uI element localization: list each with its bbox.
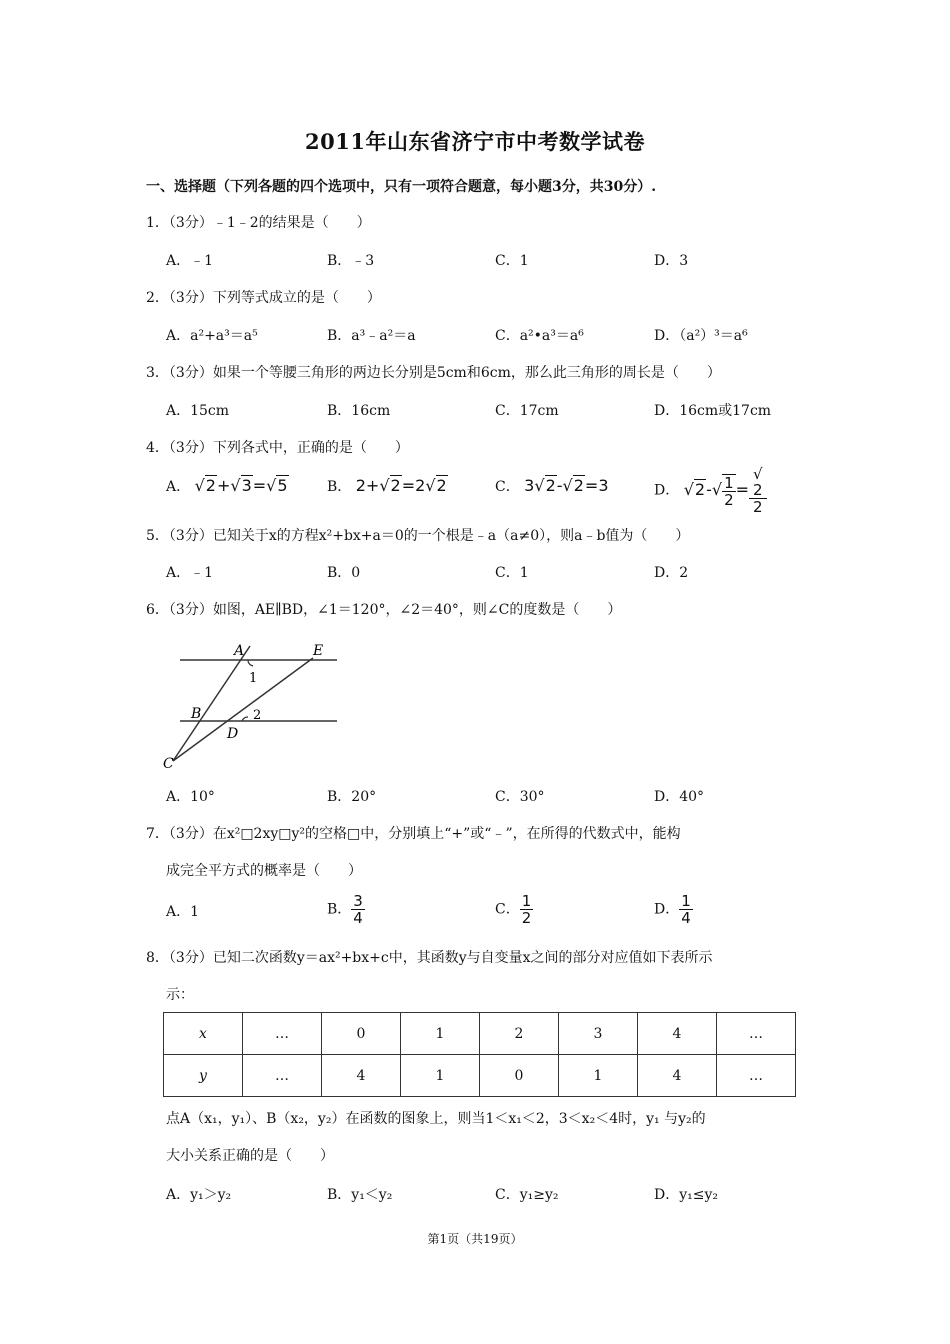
q4-option-b <box>327 476 448 496</box>
question-7-stem: 7．（3分）在x²□2xy□y²的空格□中，分别填上“+”或“﹣”，在所得的代数式中，能构 <box>146 826 681 842</box>
table-cell: 1 <box>559 1055 638 1097</box>
table-cell: 4 <box>638 1055 717 1097</box>
q6-option-b: B．20° <box>327 789 377 805</box>
radicand: 2 <box>753 481 763 499</box>
q7-option-d <box>654 893 693 926</box>
operator: - <box>706 479 712 499</box>
q6-option-a: A．10° <box>166 789 215 805</box>
question-5-stem: 5．（3分）已知关于x的方程x²+bx+a＝0的一个根是﹣a（a≠0），则a﹣b值为（ ） <box>146 528 690 544</box>
q2-option-a: A．a²+a³＝a⁵ <box>166 328 258 344</box>
radicand: 2 <box>573 476 584 495</box>
fraction <box>722 474 736 508</box>
q4-c-label: C． <box>495 479 520 495</box>
fraction <box>351 893 365 926</box>
question-7-stem-cont: 成完全平方式的概率是（ ） <box>166 863 362 879</box>
numerator: 1 <box>521 892 532 910</box>
q3-option-d: D．16cm或17cm <box>654 403 772 419</box>
table-cell: x <box>164 1013 243 1055</box>
label-d: D <box>227 726 239 742</box>
table-cell: … <box>717 1055 796 1097</box>
sqrt-symbol: √2 <box>534 476 556 495</box>
radicand: 2 <box>436 476 447 495</box>
question-1-stem: 1．（3分）﹣1﹣2的结果是（ ） <box>146 215 371 231</box>
operator: + <box>216 476 231 495</box>
question-6-stem: 6．（3分）如图，AE∥BD，∠1＝120°，∠2＝40°，则∠C的度数是（ ） <box>146 602 622 618</box>
q7-c-label: C． <box>495 901 520 918</box>
table-cell: … <box>243 1013 322 1055</box>
term: =2 <box>401 476 426 495</box>
q5-option-b: B．0 <box>327 565 361 581</box>
radicand: 2 <box>694 479 706 499</box>
q7-option-a: A．1 <box>166 904 200 920</box>
question-8-condition-cont: 大小关系正确的是（ ） <box>166 1148 334 1164</box>
q7-d-label: D． <box>654 901 680 918</box>
label-c: C <box>163 756 174 772</box>
q5-option-a: A．﹣1 <box>166 565 214 581</box>
denominator: 2 <box>753 498 763 516</box>
label-angle-2: 2 <box>253 708 262 723</box>
denominator: 4 <box>681 909 691 927</box>
table-cell: 1 <box>401 1055 480 1097</box>
question-2-stem: 2．（3分）下列等式成立的是（ ） <box>146 290 381 306</box>
term: 2+ <box>355 476 380 495</box>
sqrt-symbol: √2 <box>562 476 584 495</box>
numerator: 3 <box>353 892 363 910</box>
q6-option-d: D．40° <box>654 789 705 805</box>
table-row-x <box>164 1013 796 1055</box>
denominator: 2 <box>724 490 734 509</box>
q7-b-label: B． <box>327 901 352 918</box>
q8-option-b: B．y₁＜y₂ <box>327 1187 393 1203</box>
q3-option-a: A．15cm <box>166 403 230 419</box>
fraction <box>749 466 767 515</box>
sqrt-symbol: √2 <box>425 476 447 495</box>
fraction <box>679 893 693 926</box>
question-3-stem: 3．（3分）如果一个等腰三角形的两边长分别是5cm和6cm，那么此三角形的周长是（ ） <box>146 365 721 381</box>
label-e: E <box>313 643 324 659</box>
q6-option-c: C．30° <box>495 789 545 805</box>
value-table <box>163 1012 796 1097</box>
sqrt-symbol: √3 <box>230 476 252 495</box>
radicand: 2 <box>205 476 216 495</box>
sqrt-symbol: √ <box>711 479 723 499</box>
line-ac <box>173 646 250 761</box>
label-angle-1: 1 <box>249 671 258 686</box>
radicand: 2 <box>390 476 401 495</box>
section-heading: 一、选择题（下列各题的四个选项中，只有一项符合题意，每小题3分，共30分）. <box>146 179 657 195</box>
page-title: 2011年山东省济宁市中考数学试卷 <box>305 129 645 154</box>
q2-option-b: B．a³﹣a²＝a <box>327 328 416 344</box>
operator: - <box>556 476 563 495</box>
table-row-y <box>164 1055 796 1097</box>
sqrt-symbol: √2 <box>379 476 401 495</box>
sqrt-symbol: √2 <box>194 476 216 495</box>
radicand: 2 <box>545 476 556 495</box>
operator: = <box>252 476 267 495</box>
numerator: √ 2 <box>749 466 767 499</box>
q5-option-d: D．2 <box>654 565 689 581</box>
question-4-stem: 4．（3分）下列各式中，正确的是（ ） <box>146 440 409 456</box>
label-a: A <box>234 643 245 659</box>
denominator: 2 <box>521 909 532 927</box>
q5-option-c: C．1 <box>495 565 529 581</box>
q4-d-label: D． <box>654 482 680 499</box>
operator: = <box>735 479 750 499</box>
question-8-stem: 8．（3分）已知二次函数y＝ax²+bx+c中，其函数y与自变量x之间的部分对应值如下表所示 <box>146 950 713 966</box>
q1-option-a: A．﹣1 <box>166 253 214 269</box>
q8-option-d: D．y₁≤y₂ <box>654 1187 718 1203</box>
numerator: 1 <box>681 892 691 910</box>
radicand: 3 <box>241 476 252 495</box>
q2-option-d: D．（a²）³＝a⁶ <box>654 328 748 344</box>
q4-option-a <box>166 476 289 496</box>
table-cell: 0 <box>480 1055 559 1097</box>
angle-1-arc <box>248 660 253 666</box>
table-cell: 3 <box>559 1013 638 1055</box>
denominator: 4 <box>353 909 363 927</box>
numerator: 1 <box>724 473 734 492</box>
question-8-stem-cont: 示： <box>166 987 194 1003</box>
q3-option-c: C．17cm <box>495 403 559 419</box>
q1-option-b: B．﹣3 <box>327 253 375 269</box>
page-footer: 第1页（共19页） <box>427 1232 523 1246</box>
q4-b-label: B． <box>327 479 352 495</box>
q7-option-b <box>327 893 365 926</box>
label-b: B <box>191 706 202 722</box>
q7-option-c <box>495 893 533 926</box>
q1-option-d: D．3 <box>654 253 689 269</box>
q4-option-d <box>654 466 767 515</box>
table-cell: 0 <box>322 1013 401 1055</box>
fraction <box>520 893 534 926</box>
table-cell: 4 <box>638 1013 717 1055</box>
q8-option-a: A．y₁＞y₂ <box>166 1187 232 1203</box>
q4-a-label: A． <box>166 479 191 495</box>
table-cell: 1 <box>401 1013 480 1055</box>
term: 3 <box>524 476 535 495</box>
radicand: 5 <box>277 476 288 495</box>
q1-option-c: C．1 <box>495 253 529 269</box>
table-cell: … <box>717 1013 796 1055</box>
table-cell: 4 <box>322 1055 401 1097</box>
table-cell: 2 <box>480 1013 559 1055</box>
q8-option-c: C．y₁≥y₂ <box>495 1187 559 1203</box>
table-cell: … <box>243 1055 322 1097</box>
term: =3 <box>584 476 609 495</box>
table-cell: y <box>164 1055 243 1097</box>
sqrt-symbol: √2 <box>683 479 706 499</box>
q4-option-c <box>495 476 609 496</box>
q3-option-b: B．16cm <box>327 403 391 419</box>
sqrt-symbol: √5 <box>266 476 288 495</box>
q2-option-c: C．a²•a³＝a⁶ <box>495 328 584 344</box>
geometry-figure <box>160 638 350 773</box>
question-8-condition: 点A（x₁，y₁）、B（x₂，y₂）在函数的图象上，则当1＜x₁＜2，3＜x₂＜4时，y₁ 与y₂的 <box>166 1111 706 1127</box>
